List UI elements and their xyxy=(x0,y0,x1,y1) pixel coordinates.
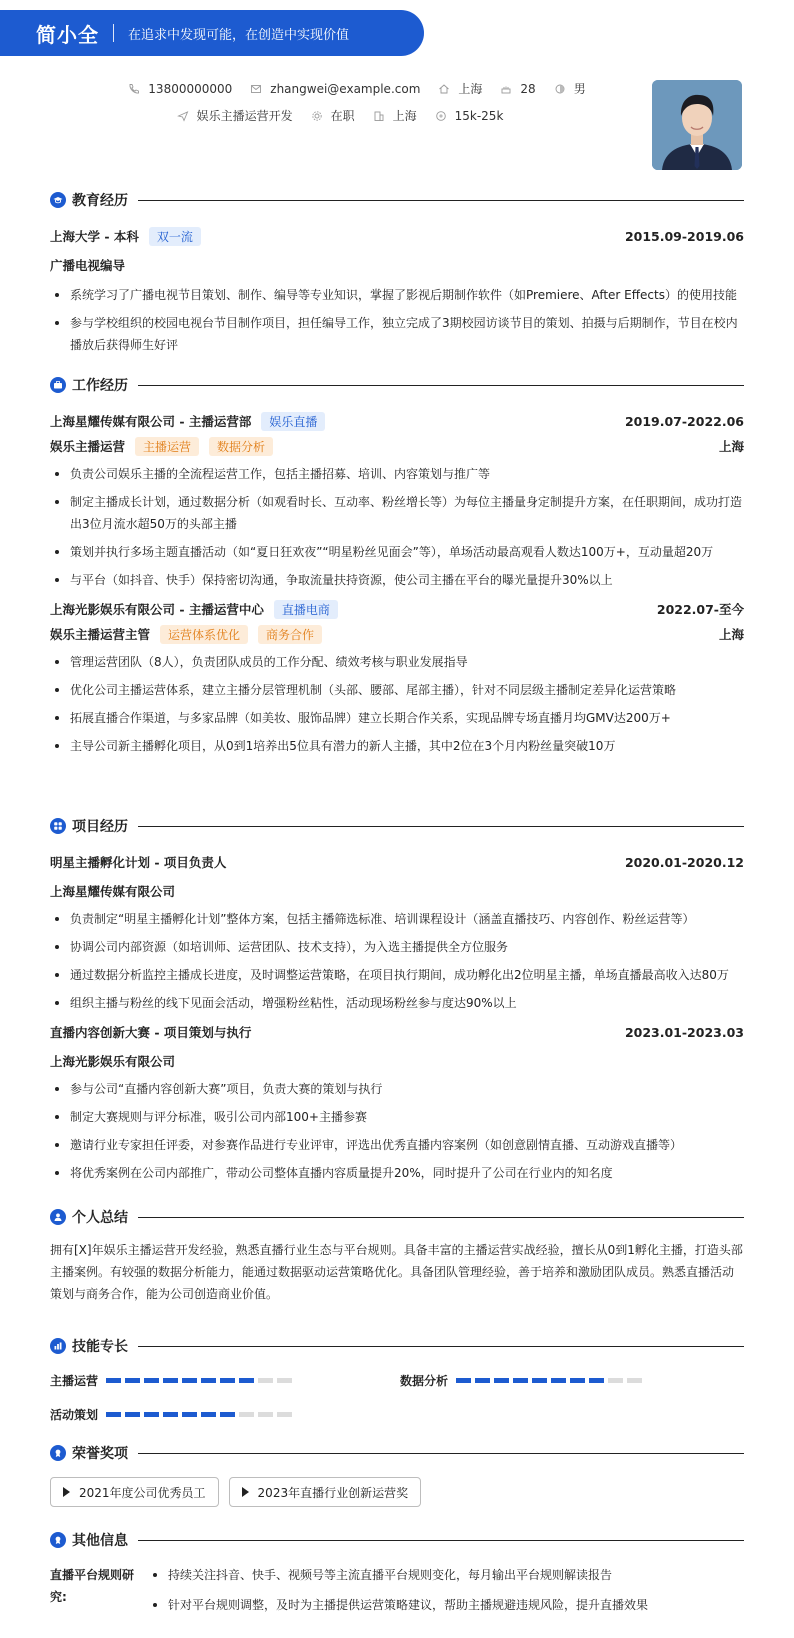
job-city: 上海 xyxy=(718,439,744,454)
send-icon xyxy=(175,108,191,124)
play-icon xyxy=(63,1487,70,1497)
list-item: 组织主播与粉丝的线下见面会活动，增强粉丝粘性，活动现场粉丝参与度达90%以上 xyxy=(50,992,744,1014)
other-info xyxy=(50,1564,744,1624)
skill-segment xyxy=(220,1378,235,1383)
skill-segment xyxy=(144,1412,159,1417)
skill-segment xyxy=(258,1412,273,1417)
cake-icon xyxy=(498,81,514,97)
skills-header: 技能专长 xyxy=(50,1336,744,1356)
contact-phone: 13800000000 xyxy=(126,81,232,97)
skill-segment xyxy=(627,1378,642,1383)
list-item: 优化公司主播运营体系，建立主播分层管理机制（头部、腰部、尾部主播），针对不同层级主播制定差异化运营策略 xyxy=(50,679,744,701)
project-name: 直播内容创新大赛 - 项目策划与执行 xyxy=(50,1025,252,1040)
work-section xyxy=(50,375,744,763)
skills-section xyxy=(50,1336,744,1432)
other-header: 其他信息 xyxy=(50,1530,744,1550)
info-icon xyxy=(50,1532,66,1548)
graduation-cap-icon xyxy=(50,192,66,208)
skill-segment xyxy=(220,1412,235,1417)
skill-segment xyxy=(532,1378,547,1383)
summary-header: 个人总结 xyxy=(50,1207,744,1227)
building-icon xyxy=(371,108,387,124)
skill-segment xyxy=(163,1378,178,1383)
skill-segment xyxy=(239,1412,254,1417)
banner-divider xyxy=(113,24,114,42)
list-item: 负责制定“明星主播孵化计划”整体方案，包括主播筛选标准、培训课程设计（涵盖直播技巧、内容创作、粉丝运营等） xyxy=(50,908,744,930)
mail-icon xyxy=(248,81,264,97)
honor-badge: 2023年直播行业创新运营奖 xyxy=(229,1477,422,1507)
contact-target-city: 上海 xyxy=(371,107,417,124)
section-divider xyxy=(138,200,744,201)
section-divider xyxy=(138,1217,744,1218)
skill-segment xyxy=(513,1378,528,1383)
briefcase-icon xyxy=(50,377,66,393)
skill-segment xyxy=(551,1378,566,1383)
home-icon xyxy=(436,81,452,97)
industry-tag: 直播电商 xyxy=(274,600,338,619)
company-name: 上海星耀传媒有限公司 - 主播运营部 xyxy=(50,414,252,429)
industry-tag: 娱乐直播 xyxy=(261,412,325,431)
job-role: 娱乐主播运营主管 xyxy=(50,627,151,642)
skill-segment xyxy=(125,1378,140,1383)
contact-gender: 男 xyxy=(552,80,586,97)
gear-icon xyxy=(309,108,325,124)
list-item: 参与公司“直播内容创新大赛”项目，负责大赛的策划与执行 xyxy=(50,1078,744,1100)
skills-grid xyxy=(50,1372,744,1432)
job-role: 娱乐主播运营 xyxy=(50,439,126,454)
contact-salary: 15k-25k xyxy=(433,108,504,124)
contact-status: 在职 xyxy=(309,107,355,124)
honors-section xyxy=(50,1443,744,1507)
project-company: 上海星耀传媒有限公司 xyxy=(50,884,176,899)
list-item: 协调公司内部资源（如培训师、运营团队、技术支持），为入选主播提供全方位服务 xyxy=(50,936,744,958)
education-section xyxy=(50,190,744,362)
project-company: 上海光影娱乐有限公司 xyxy=(50,1054,176,1069)
medal-icon xyxy=(50,1445,66,1461)
major: 广播电视编导 xyxy=(50,258,126,273)
skill-segment xyxy=(258,1378,273,1383)
list-item: 系统学习了广播电视节目策划、制作、编导等专业知识，掌握了影视后期制作软件（如Premiere、After Effects）的使用技能 xyxy=(50,284,744,306)
honor-badge: 2021年度公司优秀员工 xyxy=(50,1477,219,1507)
other-section xyxy=(50,1530,744,1624)
skill-segment xyxy=(277,1378,292,1383)
list-item: 与平台（如抖音、快手）保持密切沟通，争取流量扶持资源，使公司主播在平台的曝光量提升30%以上 xyxy=(50,569,744,591)
skill-segment xyxy=(239,1378,254,1383)
user-icon xyxy=(50,1209,66,1225)
list-item: 管理运营团队（8人），负责团队成员的工作分配、绩效考核与职业发展指导 xyxy=(50,651,744,673)
skill-segment xyxy=(182,1378,197,1383)
list-item: 邀请行业专家担任评委，对参赛作品进行专业评审，评选出优秀直播内容案例（如创意剧情直播、互动游戏直播等） xyxy=(50,1134,744,1156)
list-item: 拓展直播合作渠道，与多家品牌（如美妆、服饰品牌）建立长期合作关系，实现品牌专场直播月均GMV达200万+ xyxy=(50,707,744,729)
chart-icon xyxy=(50,1338,66,1354)
job-city: 上海 xyxy=(718,627,744,642)
list-item: 制定大赛规则与评分标准，吸引公司内部100+主播参赛 xyxy=(50,1106,744,1128)
skill-segment xyxy=(163,1412,178,1417)
candidate-name: 简小全 xyxy=(36,22,99,47)
section-divider xyxy=(138,1540,744,1541)
company-name: 上海光影娱乐有限公司 - 主播运营中心 xyxy=(50,602,264,617)
skill-tag: 商务合作 xyxy=(258,625,322,644)
skill-segment xyxy=(475,1378,490,1383)
education-bullets xyxy=(50,284,744,356)
project-date: 2023.01-2023.03 xyxy=(624,1024,744,1040)
project-entry xyxy=(50,850,744,1014)
skill-segment xyxy=(608,1378,623,1383)
project-entry xyxy=(50,1020,744,1184)
job-entry xyxy=(50,409,744,591)
summary-section xyxy=(50,1207,744,1305)
play-icon xyxy=(242,1487,249,1497)
contact-email: zhangwei@example.com xyxy=(248,81,420,97)
section-divider xyxy=(138,1346,744,1347)
project-name: 明星主播孵化计划 - 项目负责人 xyxy=(50,855,227,870)
skill-tag: 主播运营 xyxy=(135,437,199,456)
skill-segment xyxy=(201,1378,216,1383)
gender-icon xyxy=(552,81,568,97)
skill-tag: 运营体系优化 xyxy=(160,625,248,644)
skill-segment xyxy=(494,1378,509,1383)
skill-segment xyxy=(106,1378,121,1383)
skill-segment xyxy=(201,1412,216,1417)
coin-icon xyxy=(433,108,449,124)
skill-segment xyxy=(125,1412,140,1417)
skill-segment xyxy=(589,1378,604,1383)
list-item: 策划并执行多场主题直播活动（如“夏日狂欢夜”“明星粉丝见面会”等），单场活动最高观看人数达100万+，互动量超20万 xyxy=(50,541,744,563)
education-row xyxy=(50,224,744,248)
section-divider xyxy=(138,1453,744,1454)
school-tag: 双一流 xyxy=(149,227,201,246)
contact-position: 娱乐主播运营开发 xyxy=(175,107,293,124)
skill-segment xyxy=(182,1412,197,1417)
list-item: 针对平台规则调整，及时为主播提供运营策略建议，帮助主播规避违规风险，提升直播效果 xyxy=(148,1594,744,1616)
grid-icon xyxy=(50,818,66,834)
projects-header: 项目经历 xyxy=(50,816,744,836)
list-item: 主导公司新主播孵化项目，从0到1培养出5位具有潜力的新人主播，其中2位在3个月内粉丝量突破10万 xyxy=(50,735,744,757)
skill-segment xyxy=(144,1378,159,1383)
projects-section xyxy=(50,816,744,1190)
section-divider xyxy=(138,385,744,386)
candidate-slogan: 在追求中发现可能，在创造中实现价值 xyxy=(128,27,350,43)
education-header: 教育经历 xyxy=(50,190,744,210)
list-item: 参与学校组织的校园电视台节目制作项目，担任编导工作，独立完成了3期校园访谈节目的策划、拍摄与后期制作，节目在校内播放后获得师生好评 xyxy=(50,312,744,356)
list-item: 负责公司娱乐主播的全流程运营工作，包括主播招募、培训、内容策划与推广等 xyxy=(50,463,744,485)
skill-item: 活动策划 xyxy=(50,1406,296,1423)
list-item: 制定主播成长计划，通过数据分析（如观看时长、互动率、粉丝增长等）为每位主播量身定制提升方案，在任职期间，成功打造出3位月流水超50万的头部主播 xyxy=(50,491,744,535)
skill-segment xyxy=(277,1412,292,1417)
section-divider xyxy=(138,826,744,827)
name-banner xyxy=(0,10,424,56)
profile-photo xyxy=(652,80,742,170)
skill-tag: 数据分析 xyxy=(209,437,273,456)
skill-segment xyxy=(456,1378,471,1383)
other-label: 直播平台规则研究: xyxy=(50,1568,135,1604)
job-date: 2022.07-至今 xyxy=(656,602,744,617)
skill-item: 数据分析 xyxy=(400,1372,646,1389)
contact-city: 上海 xyxy=(436,80,482,97)
skill-item: 主播运营 xyxy=(50,1372,296,1389)
skill-bar xyxy=(106,1378,296,1383)
school-name: 上海大学 - 本科 xyxy=(50,229,139,244)
skill-bar xyxy=(456,1378,646,1383)
list-item: 通过数据分析监控主播成长进度，及时调整运营策略，在项目执行期间，成功孵化出2位明星主播，单场直播最高收入达80万 xyxy=(50,964,744,986)
job-date: 2019.07-2022.06 xyxy=(624,413,744,429)
honors-list xyxy=(50,1477,744,1507)
list-item: 持续关注抖音、快手、视频号等主流直播平台规则变化，每月输出平台规则解读报告 xyxy=(148,1564,744,1586)
education-date: 2015.09-2019.06 xyxy=(624,228,744,244)
project-date: 2020.01-2020.12 xyxy=(624,854,744,870)
contact-age: 28 xyxy=(498,81,535,97)
summary-text: 拥有[X]年娱乐主播运营开发经验，熟悉直播行业生态与平台规则。具备丰富的主播运营实战经验，擅长从0到1孵化主播，打造头部主播案例。有较强的数据分析能力，能通过数据驱动运营策略优化。具备团队管理经验，善于培养和激励团队成员。熟悉直播活动策划与商务合作，能为公司创造商业价值。 xyxy=(50,1243,743,1301)
phone-icon xyxy=(126,81,142,97)
list-item: 将优秀案例在公司内部推广，带动公司整体直播内容质量提升20%，同时提升了公司在行业内的知名度 xyxy=(50,1162,744,1184)
skill-segment xyxy=(570,1378,585,1383)
skill-segment xyxy=(106,1412,121,1417)
skill-bar xyxy=(106,1412,296,1417)
job-entry xyxy=(50,597,744,757)
work-header: 工作经历 xyxy=(50,375,744,395)
honors-header: 荣誉奖项 xyxy=(50,1443,744,1463)
